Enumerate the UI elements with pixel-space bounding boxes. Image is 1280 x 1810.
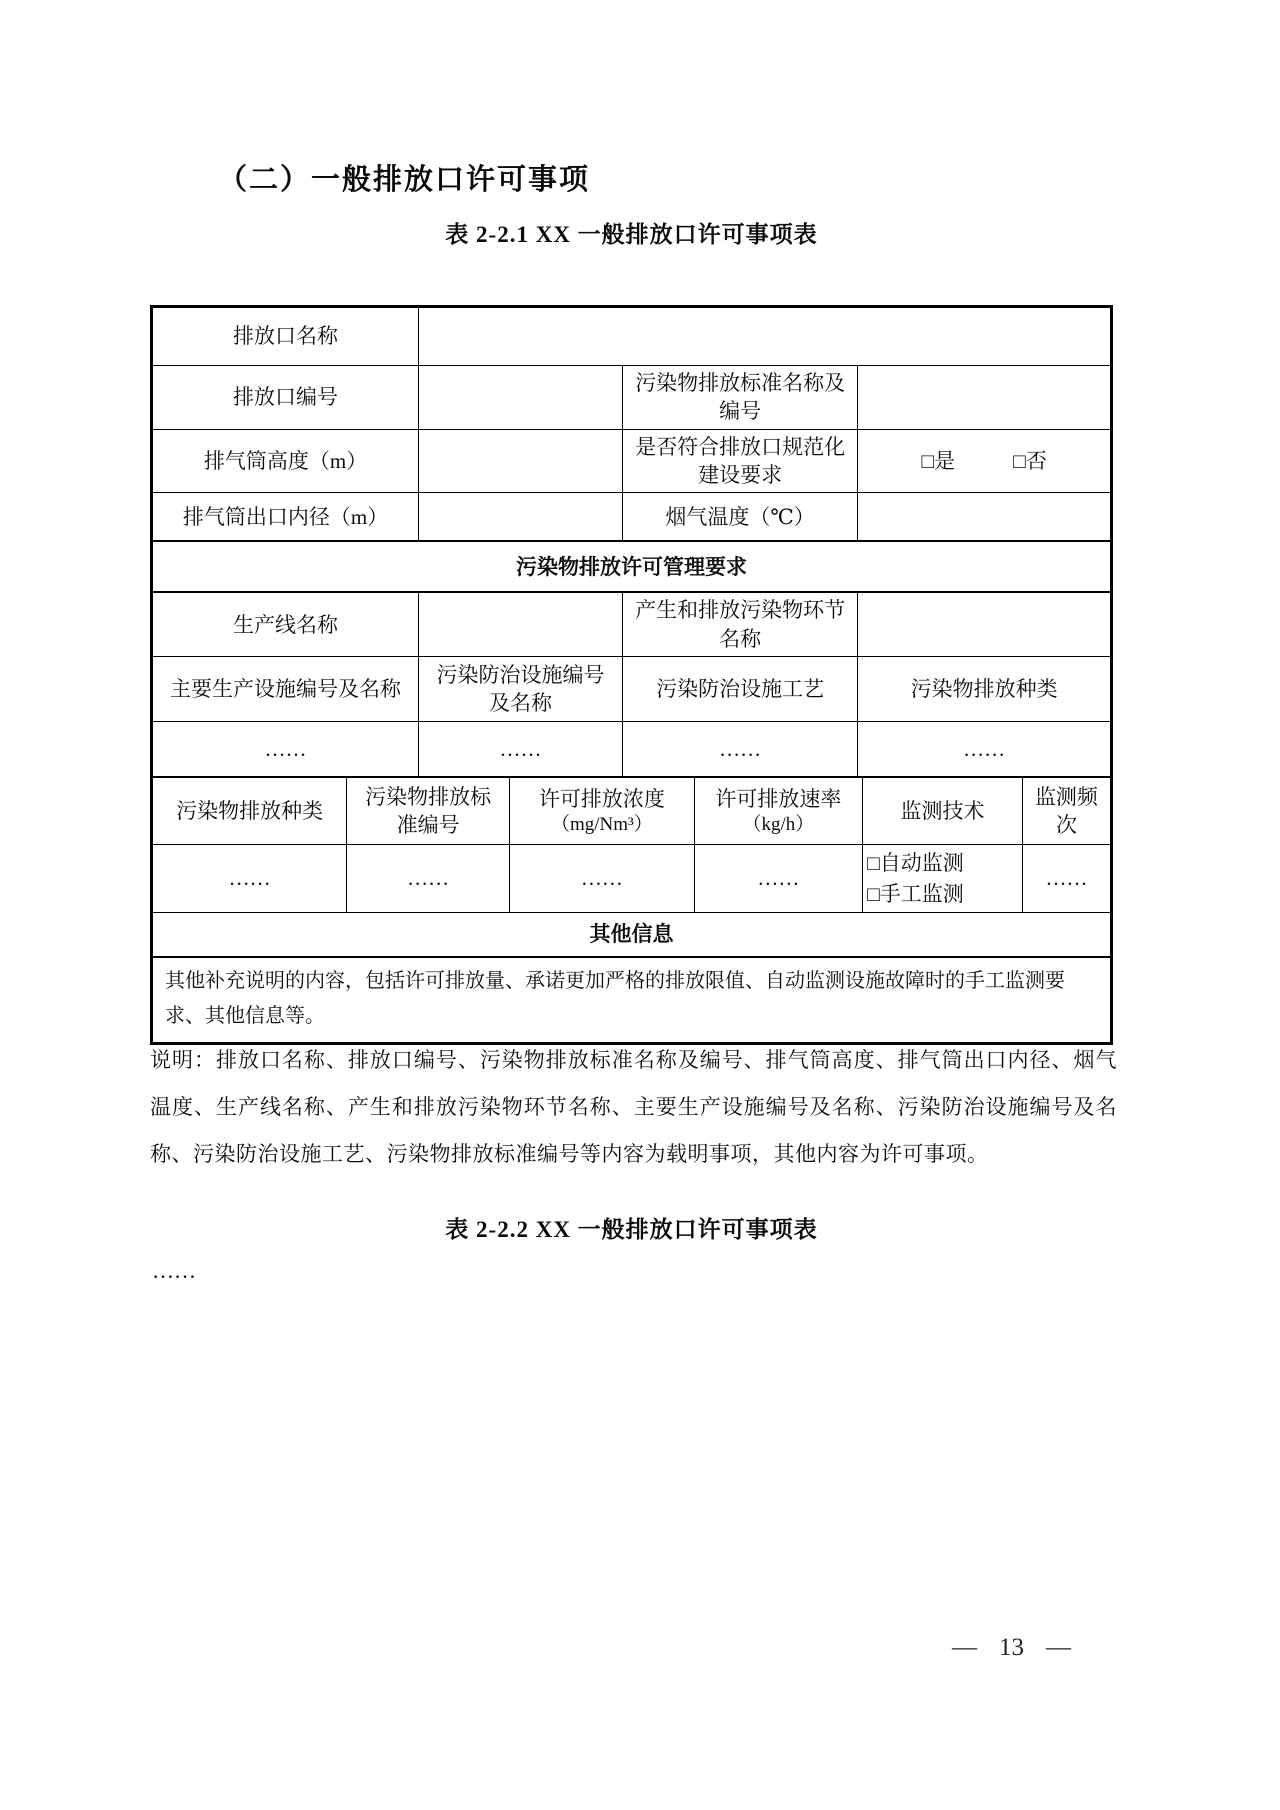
checkbox-auto-monitoring-option: □自动监测 (867, 851, 964, 876)
page-number (952, 1634, 1071, 1662)
table-row (153, 429, 1110, 493)
pollutant-link-value (857, 593, 1110, 656)
table1-caption: 表 2-2.1 XX 一般排放口许可事项表 (445, 222, 818, 247)
stack-height-value (418, 430, 622, 493)
control-process-header: 污染防治设施工艺 (622, 657, 857, 721)
flue-gas-temp-label: 烟气温度（℃） (622, 493, 857, 540)
outlet-code-label: 排放口编号 (233, 385, 339, 410)
outlet-code-value (418, 366, 622, 429)
outlet-name-value (418, 308, 1110, 365)
table-placeholder-row (153, 721, 1110, 776)
monitoring-tech-options (862, 845, 1022, 912)
explanatory-note: 说明：排放口名称、排放口编号、污染物排放标准名称及编号、排气筒高度、排气筒出口内径、烟气温度、生产线名称、产生和排放污染物环节名称、主要生产设施编号及名称、污染防治设施编号及名称、污染防治设施工艺、污染物排放标准编号等内容为载明事项，其他内容为许可事项。 (150, 1048, 1117, 1166)
table-section-header-row (153, 540, 1110, 591)
stack-diameter-label: 排气筒出口内径（m） (182, 504, 389, 529)
page-number-left-dash: — (952, 1634, 977, 1661)
pollutant-type-col-header: 污染物排放种类 (176, 798, 324, 823)
monitoring-frequency-col-header: 监测频次 (1022, 778, 1110, 844)
placeholder-cell: …… (622, 722, 857, 776)
table-row (153, 308, 1110, 365)
monitoring-tech-col-header: 监测技术 (862, 778, 1022, 844)
production-line-value (418, 593, 622, 656)
table-row (153, 591, 1110, 656)
placeholder-cell: …… (509, 845, 694, 912)
placeholder-cell: …… (264, 736, 307, 761)
standard-code-col-header: 污染物排放标准编号 (346, 778, 509, 844)
control-facility-header: 污染防治设施编号及名称 (418, 657, 622, 721)
pollutant-link-label: 产生和排放污染物环节名称 (622, 593, 857, 656)
checkbox-no-option: □否 (1013, 448, 1047, 473)
placeholder-cell: …… (1022, 845, 1110, 912)
permitted-rate-unit: （kg/h） (742, 813, 815, 835)
flue-gas-temp-value (857, 493, 1110, 540)
placeholder-cell: …… (694, 845, 862, 912)
permit-items-table (150, 305, 1113, 1045)
standardized-outlet-options (857, 430, 1110, 493)
table-section-header-row (153, 912, 1110, 956)
pollutant-type-header: 污染物排放种类 (857, 657, 1110, 721)
table-placeholder-row (153, 844, 1110, 912)
placeholder-cell: …… (228, 866, 271, 891)
placeholder-cell: …… (857, 722, 1110, 776)
table-row (153, 365, 1110, 429)
page-number-value: 13 (999, 1634, 1024, 1661)
other-info-header: 其他信息 (589, 922, 674, 947)
stack-height-label: 排气筒高度（m） (203, 448, 368, 473)
standardized-outlet-label: 是否符合排放口规范化建设要求 (622, 430, 857, 493)
permitted-rate-title: 许可排放速率 (715, 787, 842, 812)
table-row (153, 492, 1110, 540)
table-row (153, 956, 1110, 1042)
checkbox-yes-option: □是 (921, 448, 956, 473)
placeholder-cell: …… (418, 722, 622, 776)
other-info-text: 其他补充说明的内容，包括许可排放量、承诺更加严格的排放限值、自动监测设施故障时的手工监测要求、其他信息等。 (165, 969, 1065, 1027)
management-requirements-header: 污染物排放许可管理要求 (516, 554, 747, 579)
outlet-name-label: 排放口名称 (233, 324, 339, 349)
permitted-rate-col-header (694, 778, 862, 844)
table2-caption: 表 2-2.2 XX 一般排放口许可事项表 (445, 1217, 818, 1242)
table2-placeholder: …… (152, 1258, 196, 1283)
section-heading: （二）一般排放口许可事项 (218, 164, 591, 196)
emission-standard-value (857, 366, 1110, 429)
emission-standard-label: 污染物排放标准名称及编号 (622, 366, 857, 429)
permitted-concentration-col-header (509, 778, 694, 844)
table-header-row (153, 776, 1110, 844)
main-facility-header: 主要生产设施编号及名称 (170, 676, 402, 701)
stack-diameter-value (418, 493, 622, 540)
permitted-concentration-title: 许可排放浓度 (538, 787, 665, 812)
permitted-concentration-unit: （mg/Nm³） (550, 813, 653, 835)
production-line-label: 生产线名称 (233, 612, 339, 637)
checkbox-manual-monitoring-option: □手工监测 (867, 881, 964, 906)
table-header-row (153, 656, 1110, 721)
placeholder-cell: …… (346, 845, 509, 912)
page-number-right-dash: — (1046, 1634, 1071, 1661)
